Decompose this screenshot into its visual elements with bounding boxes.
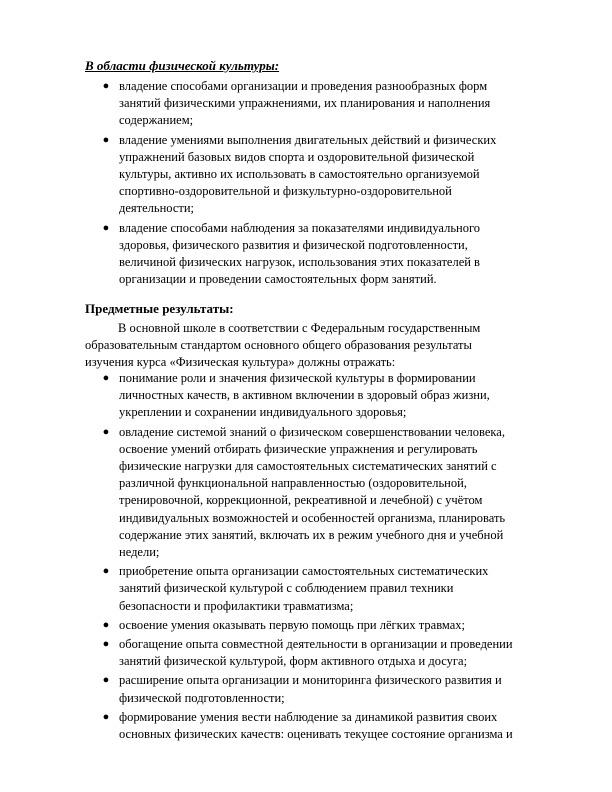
text-line: занятий физическими упражнениями, их планирования и наполнения bbox=[119, 96, 491, 111]
text-line: владение способами наблюдения за показателями индивидуального bbox=[119, 220, 481, 235]
text-line: культуры, активно их использовать в самостоятельно организуемой bbox=[119, 167, 480, 182]
text-line: укреплении и сохранении индивидуального здоровья; bbox=[119, 405, 407, 420]
subject-results-heading: Предметные результаты: bbox=[85, 301, 234, 316]
text-line: различной функциональной направленностью (оздоровительной, bbox=[119, 476, 467, 491]
text-line: занятий физической культурой, форм активного отдыха и досуга; bbox=[119, 654, 468, 669]
text-line: обогащение опыта совместной деятельности в организации и проведении bbox=[119, 637, 513, 652]
list-item bbox=[0, 132, 560, 218]
text-line: тренировочной, коррекционной, рекреативной и лечебной) с учётом bbox=[119, 493, 483, 508]
text-line: безопасности и профилактики травматизма; bbox=[119, 598, 354, 613]
text-line: освоение умений отбирать физические упражнения и регулировать bbox=[119, 441, 478, 456]
text-line: освоение умения оказывать первую помощь при лёгких травмах; bbox=[119, 617, 465, 632]
text-line: организации и проведении самостоятельных форм занятий. bbox=[119, 272, 437, 287]
text-line: содержание этих занятий, включать их в режим учебного дня и учебной bbox=[119, 527, 504, 542]
text-line: физические нагрузки для самостоятельных систематических занятий с bbox=[119, 459, 497, 474]
text-line: деятельности; bbox=[119, 201, 195, 216]
text-line: приобретение опыта организации самостоятельных систематических bbox=[119, 564, 489, 579]
text-line: недели; bbox=[119, 545, 160, 560]
text-line: владение способами организации и проведения разнообразных форм bbox=[119, 79, 488, 93]
bullet-icon: ● bbox=[102, 618, 110, 631]
list-item bbox=[0, 563, 560, 615]
text-line: содержанием; bbox=[119, 113, 194, 128]
list-item bbox=[0, 672, 560, 706]
bullet-icon: ● bbox=[102, 638, 110, 651]
text-line: владение умениями выполнения двигательных действий и физических bbox=[119, 132, 497, 147]
list-item bbox=[0, 370, 560, 422]
text-line: спортивно-оздоровительной и физкультурно-оздоровительной bbox=[119, 184, 452, 199]
list-item bbox=[0, 424, 560, 562]
list-item bbox=[0, 220, 560, 289]
text-line: овладение системой знаний о физическом совершенствовании человека, bbox=[119, 424, 505, 439]
bullet-icon: ● bbox=[102, 372, 110, 384]
list-item bbox=[0, 709, 560, 743]
text-line: понимание роли и значения физической культуры в формировании bbox=[119, 371, 476, 385]
text-line: личностных качеств, в активном включении в здоровый образ жизни, bbox=[119, 388, 490, 403]
text-line: величиной физических нагрузок, использования этих показателей в bbox=[119, 255, 480, 270]
intro-paragraph bbox=[85, 320, 480, 372]
subject-results-list bbox=[0, 370, 560, 745]
text-line: упражнений базовых видов спорта и оздоровительной физической bbox=[119, 149, 475, 164]
bullet-icon: ● bbox=[102, 133, 110, 146]
bullet-icon: ● bbox=[102, 80, 110, 92]
bullet-icon: ● bbox=[102, 425, 110, 438]
list-item bbox=[0, 617, 560, 634]
list-item bbox=[0, 78, 560, 130]
bullet-icon: ● bbox=[102, 565, 110, 578]
text-line: индивидуальных возможностей и особенностей организма, планировать bbox=[119, 510, 506, 525]
list-item bbox=[0, 636, 560, 670]
text-line: формирование умения вести наблюдение за динамикой развития своих bbox=[119, 709, 498, 724]
physical-culture-list bbox=[0, 78, 560, 290]
text-line: расширение опыта организации и мониторинга физического развития и bbox=[119, 673, 502, 688]
physical-culture-heading: В области физической культуры: bbox=[85, 58, 280, 73]
bullet-icon: ● bbox=[102, 221, 110, 234]
text-line: физической подготовленности; bbox=[119, 690, 285, 705]
text-line: здоровья, физического развития и физической подготовленности, bbox=[119, 237, 468, 252]
text-line: изучения курса «Физическая культура» должны отражать: bbox=[85, 355, 396, 370]
text-line: В основной школе в соответствии с Федеральным государственным bbox=[118, 321, 481, 335]
bullet-icon: ● bbox=[102, 710, 110, 723]
bullet-icon: ● bbox=[102, 674, 110, 687]
text-line: занятий физической культурой с соблюдением правил техники bbox=[119, 581, 454, 596]
text-line: образовательным стандартом основного общего образования результаты bbox=[85, 338, 472, 353]
text-line: основных физических качеств: оценивать текущее состояние организма и bbox=[119, 727, 513, 742]
